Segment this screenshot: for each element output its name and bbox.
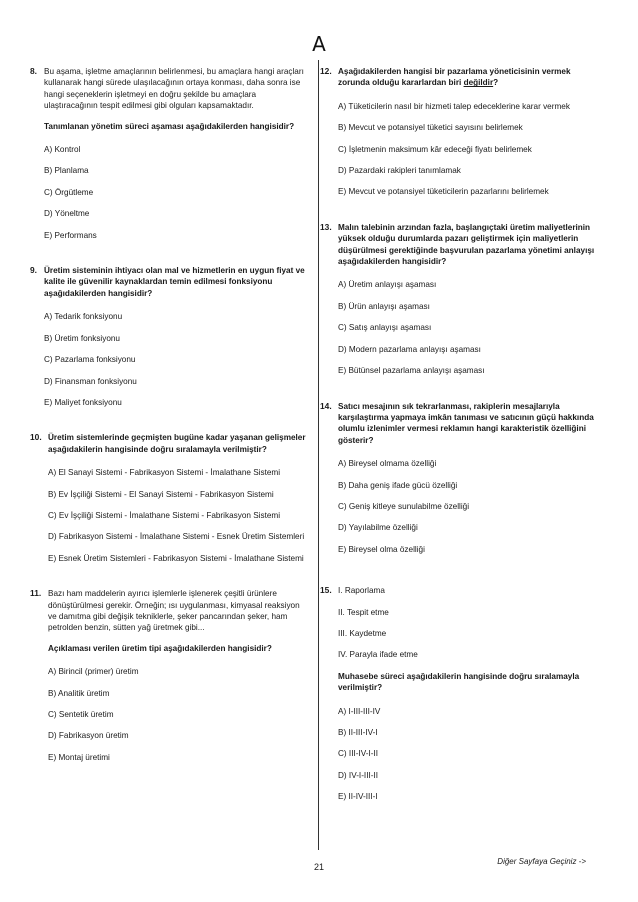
- question-11: [30, 588, 308, 773]
- question-number: 14.: [320, 400, 332, 411]
- statement-iii: III. Kaydetme: [338, 628, 387, 638]
- question-prompt: Açıklaması verilen üretim tipi aşağıdakilerden hangisidir?: [48, 643, 272, 653]
- question-number: 11.: [30, 588, 42, 599]
- option-c[interactable]: C) Satış anlayışı aşaması: [338, 323, 432, 333]
- question-prompt: Satıcı mesajının sık tekrarlanması, rakiplerin mesajlarıyla karşılaştırma yapmaya imkân tanıması ve satıcının güçü hakkında olumlu izlenimler vermesi reklamın hangi karakteristik özelliğini gösterir?: [338, 401, 594, 445]
- option-a[interactable]: A) Kontrol: [44, 145, 81, 155]
- statement-i: I. Raporlama: [338, 586, 385, 596]
- question-prompt: [338, 66, 598, 89]
- option-c[interactable]: C) İşletmenin maksimum kâr edeceği fiyatı belirlemek: [338, 144, 532, 154]
- option-e[interactable]: E) Esnek Üretim Sistemleri - Fabrikasyon Sistemi - İmalathane Sistemi: [48, 553, 304, 563]
- option-c[interactable]: C) Sentetik üretim: [48, 710, 114, 719]
- question-15: [320, 585, 598, 812]
- option-d[interactable]: D) Fabrikasyon üretim: [48, 731, 129, 741]
- question-prompt: Tanımlanan yönetim süreci aşaması aşağıdakilerden hangisidir?: [44, 121, 295, 131]
- option-b[interactable]: B) Ev İşçiliği Sistemi - El Sanayi Sistemi - Fabrikasyon Sistemi: [48, 489, 274, 499]
- next-page-note: Diğer Sayfaya Geçiniz ->: [497, 857, 586, 866]
- option-a[interactable]: A) Üretim anlayışı aşaması: [338, 280, 437, 290]
- question-number: 13.: [320, 221, 332, 232]
- question-number: 8.: [30, 66, 37, 76]
- option-d[interactable]: D) Finansman fonksiyonu: [44, 376, 137, 386]
- question-prompt: Malın talebinin arzından fazla, başlangıçtaki üretim maliyetlerinin yüksek olduğu durumlarda pazarı geliştirmek için maliyetlerin düşürülmesi gerektiğinde başvurulan pazarlama yönetimi anlayışı aşağıdakilerden hangisidir?: [338, 222, 595, 267]
- option-b[interactable]: B) Üretim fonksiyonu: [44, 333, 120, 343]
- question-10: [30, 432, 308, 574]
- option-d[interactable]: D) Modern pazarlama anlayışı aşaması: [338, 344, 481, 354]
- question-prompt: Üretim sistemlerinde geçmişten bugüne kadar yaşanan gelişmeler aşağıdakilerin hangisinde doğru sıralamayla verilmiştir?: [48, 433, 306, 454]
- question-9: [30, 265, 308, 418]
- option-d[interactable]: D) Yöneltme: [44, 209, 90, 219]
- right-column: [318, 66, 598, 813]
- option-b[interactable]: B) Analitik üretim: [48, 688, 110, 698]
- question-number: 10.: [30, 432, 42, 443]
- option-b[interactable]: B) Planlama: [44, 166, 89, 176]
- question-stem: Bu aşama, işletme amaçlarının belirlenmesi, bu amaçlara hangi araçları kullanarak hangi sürede ulaşılacağının ortaya konması, daha sonra ise hangi seçeneklerin işletmeyi en doğru şekilde bu amaçlara ulaştıracağının tespit edilmesi gibi olguları kapsamaktadır.: [44, 67, 304, 111]
- option-b[interactable]: B) Mevcut ve potansiyel tüketici sayısını belirlemek: [338, 123, 523, 133]
- option-c[interactable]: C) Pazarlama fonksiyonu: [44, 355, 136, 365]
- statement-ii: II. Tespit etme: [338, 607, 389, 617]
- booklet-letter: A: [312, 32, 326, 56]
- option-a[interactable]: A) Tedarik fonksiyonu: [44, 312, 123, 322]
- option-c[interactable]: C) Örgütleme: [44, 187, 94, 197]
- option-c[interactable]: C) III-IV-I-II: [338, 749, 379, 759]
- question-stem: Bazı ham maddelerin ayırıcı işlemlerle işlenerek çeşitli ürünlere dönüştürülmesi gerekir. Örneğin; ısı uygulanması, kimyasal reaksiyon ve damıtma gibi değişik tekniklerle, şeker pancarından şeker, ham petrolden benzin, sütten yağ üretmek gibi...: [48, 589, 300, 633]
- option-e[interactable]: E) Bütünsel pazarlama anlayışı aşaması: [338, 366, 485, 376]
- option-d[interactable]: D) Fabrikasyon Sistemi - İmalathane Sistemi - Esnek Üretim Sistemleri: [48, 532, 305, 542]
- page-number: 21: [313, 862, 324, 872]
- question-14: [320, 401, 598, 566]
- question-12: [320, 66, 598, 208]
- left-column: [30, 66, 308, 773]
- option-b[interactable]: B) II-III-IV-I: [338, 728, 378, 737]
- question-prompt: Muhasebe süreci aşağıdakilerin hangisinde doğru sıralamayla verilmiştir?: [338, 671, 580, 693]
- option-c[interactable]: C) Ev İşçiliği Sistemi - İmalathane Sistemi - Fabrikasyon Sistemi: [48, 510, 281, 520]
- option-d[interactable]: D) Yayılabilme özelliği: [338, 523, 418, 533]
- option-b[interactable]: B) Ürün anlayışı aşaması: [338, 301, 430, 311]
- option-e[interactable]: E) Performans: [44, 230, 97, 240]
- question-prompt: Üretim sisteminin ihtiyacı olan mal ve hizmetlerin en uygun fiyat ve kalite ile güvenilir kaynaklardan temin edilmesi fonksiyonu aşağıdakilerden hangisidir?: [44, 266, 305, 298]
- stem-before: Aşağıdakilerden hangisi bir pazarlama yöneticisinin vermek zorunda olduğu kararlardan biri: [338, 67, 571, 88]
- option-e[interactable]: E) Mevcut ve potansiyel tüketicilerin pazarlarını belirlemek: [338, 187, 549, 197]
- question-number: 9.: [30, 265, 37, 276]
- option-e[interactable]: E) Bireysel olma özelliği: [338, 544, 425, 554]
- option-a[interactable]: A) El Sanayi Sistemi - Fabrikasyon Sistemi - İmalathane Sistemi: [48, 468, 281, 478]
- option-b[interactable]: B) Daha geniş ifade gücü özelliği: [338, 480, 458, 490]
- option-d[interactable]: D) Pazardaki rakipleri tanımlamak: [338, 166, 461, 176]
- question-8: [30, 66, 308, 251]
- option-a[interactable]: A) Bireysel olmama özelliği: [338, 459, 437, 469]
- option-a[interactable]: A) Birincil (primer) üretim: [48, 667, 139, 677]
- option-a[interactable]: A) Tüketicilerin nasıl bir hizmeti talep edeceklerine karar vermek: [338, 101, 570, 111]
- option-c[interactable]: C) Geniş kitleye sunulabilme özelliği: [338, 501, 470, 511]
- stem-underlined: değildir: [463, 78, 494, 88]
- option-e[interactable]: E) II-IV-III-I: [338, 792, 378, 802]
- question-number: 12.: [320, 66, 332, 76]
- option-d[interactable]: D) IV-I-III-II: [338, 770, 379, 780]
- option-a[interactable]: A) I-III-III-IV: [338, 706, 381, 716]
- stem-after: ?: [493, 78, 499, 88]
- question-number: 15.: [320, 585, 332, 596]
- question-13: [320, 222, 598, 387]
- option-e[interactable]: E) Maliyet fonksiyonu: [44, 397, 122, 407]
- statement-iv: IV. Parayla ifade etme: [338, 650, 418, 660]
- option-e[interactable]: E) Montaj üretimi: [48, 752, 110, 762]
